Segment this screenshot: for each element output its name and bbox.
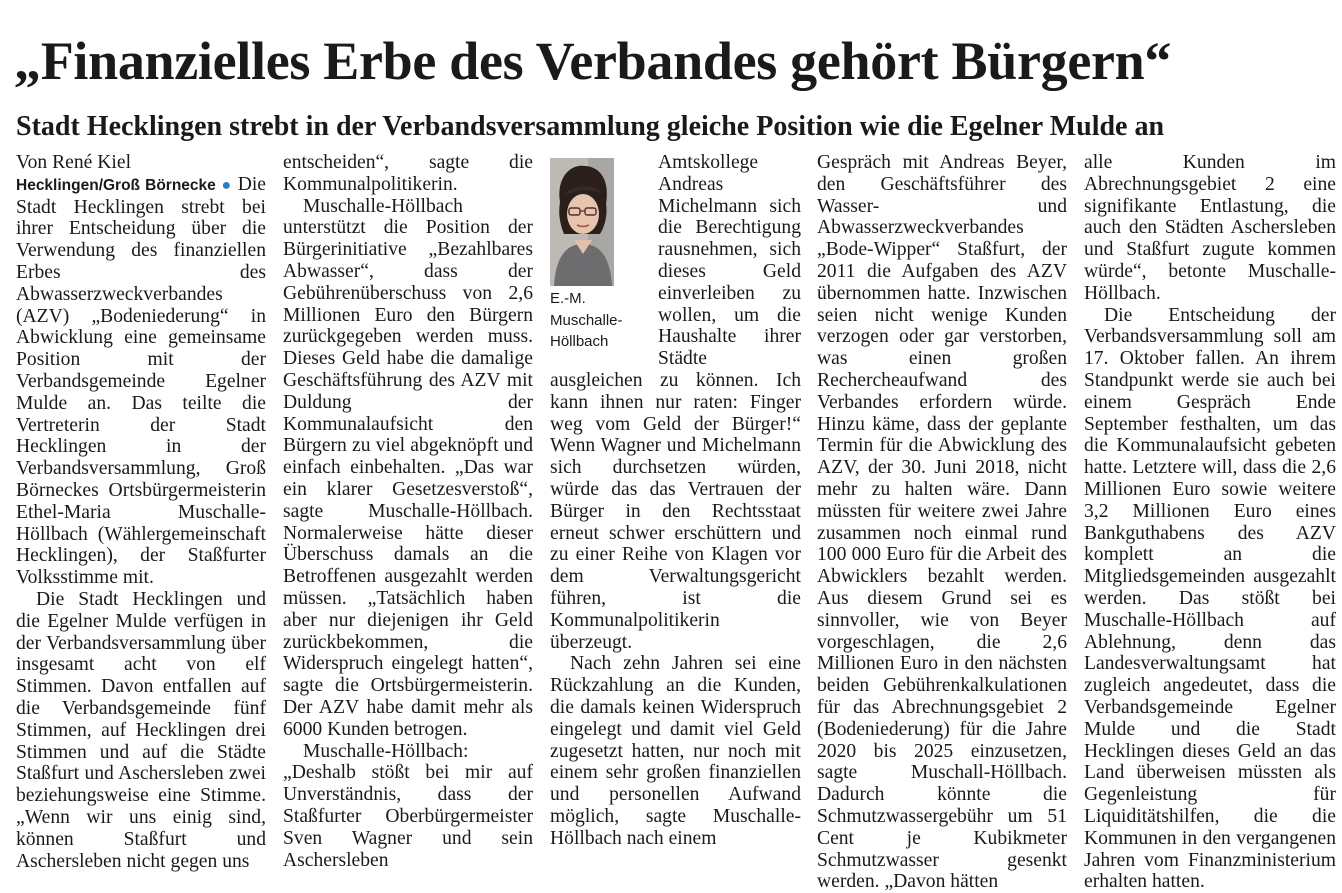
byline: Von René Kiel <box>16 152 132 173</box>
column-5-para-2: Die Entscheidung der Verbandsversammlung soll am 17. Oktober fallen. An ihrem Standpunkt werde sie auch bei einem Gespräch Ende September festhalten, um das die Kommunalaufsicht gebeten hatte. Letztere will, dass die 2,6 Millionen Euro sowie weitere 3,2 Millionen Euro eines Bankguthabens des AZV komplett an die Mitgliedsgemeinden ausgezahlt werden. Das stößt bei Muschalle-Höllbach auf Ablehnung, denn das Landesverwaltungsamt hat zugleich angedeutet, dass die Verbandsgemeinde Egelner Mulde und die Stadt Hecklingen dieses Geld an das Land überweisen müssten als Gegenleistung für Liquiditätshilfen, die die Kommunen in den vergangenen Jahren vom Finanzministerium erhalten hatten. <box>1084 304 1336 893</box>
text-column-5 <box>1084 152 1336 893</box>
lead-paragraph <box>16 174 266 589</box>
column-2-para-1: entscheiden“, sagte die Kommunalpolitikerin. <box>283 152 533 195</box>
column-1-para-1: Die Stadt Hecklingen strebt bei ihrer Entscheidung über die Verwendung des finanziellen Erbes des Abwasserzweckverbandes (AZV) „Bodeniederung“ in Abwicklung eine gemeinsame Position mit der Verbandsgemeinde Egelner Mulde an. Das teilte die Vertreterin der Stadt Hecklingen in der Verbandsversammlung, Groß Börneckes Ortsbürgermeisterin Ethel-Maria Muschalle-Höllbach (Wählergemeinschaft Hecklingen), der Staßfurter Volksstimme mit. <box>16 173 266 589</box>
text-column-2 <box>283 152 533 871</box>
article-headline: „Finanzielles Erbe des Verbandes gehört Bürgern“ <box>14 31 1172 91</box>
column-2-para-2: Muschalle-Höllbach unterstützt die Position der Bürgerinitiative „Bezahlbares Abwasser“, dass der Gebührenüberschuss von 2,6 Millionen Euro den Bürgern zurückgegeben werden muss. Dieses Geld habe die damalige Geschäftsführung des AZV mit Duldung der Kommunalaufsicht den Bürgern zu viel abgeknöpft und einfach einbehalten. „Das war ein klarer Gesetzesverstoß“, sagte Muschalle-Höllbach. Normalerweise hätte dieser Überschuss damals an die Betroffenen ausgezahlt werden müssen. „Tatsächlich haben aber nur diejenigen ihr Geld zurückbekommen, die Widerspruch eingelegt hatten“, sagte die Ortsbürgermeisterin. Der AZV habe damit mehr als 6000 Kunden betrogen. <box>283 195 533 740</box>
column-4-para-1: Gespräch mit Andreas Beyer, den Geschäftsführer des Wasser- und Abwasserzweckverbandes „Bode-Wipper“ Staßfurt, der 2011 die Aufgaben des AZV übernommen hatte. Inzwischen seien nicht wenige Kunden verzogen oder gar verstorben, was einen großen Rechercheaufwand des Verbandes erfordern würde. Hinzu käme, dass der geplante Termin für die Abwicklung des AZV, der 30. Juni 2018, nicht mehr zu halten wäre. Dann müssten für weitere zwei Jahre zusammen noch einmal rund 100 000 Euro für die Arbeit des Abwicklers bezahlt werden. Aus diesem Grund sei es sinnvoller, wie von Beyer vorgeschlagen, die 2,6 Millionen Euro in den nächsten beiden Gebührenkalkulationen für das Abrechnungsgebiet 2 (Bodeniederung) für die Jahre 2020 bis 2025 einzusetzen, sagte Muschall-Höllbach. Dadurch könnte die Schmutzwassergebühr um 51 Cent je Kubikmeter Schmutzwasser gesenkt werden. „Davon hätten <box>817 152 1067 893</box>
column-3-para-2: Nach zehn Jahren sei eine Rückzahlung an die Kunden, die damals keinen Widerspruch eingelegt und damit viel Geld zugesetzt hatten, nur noch mit einem sehr großen finanziellen und personellen Aufwand möglich, sagte Muschalle-Höllbach nach einem <box>550 653 801 849</box>
portrait-photo <box>550 158 614 286</box>
column-1-para-2: Die Stadt Hecklingen und die Egelner Mulde verfügen in der Verbandsversammlung über insgesamt acht von elf Stimmen. Davon entfallen auf die Verbandsgemeinde fünf Stimmen, auf Hecklingen drei Stimmen und auf die Städte Staßfurt und Aschersleben zwei beziehungsweise eine Stimme. „Wenn wir uns einig sind, können Staßfurt und Aschersleben nicht gegen uns <box>16 588 266 872</box>
dateline-dot-icon: ● <box>221 176 232 194</box>
portrait-figure <box>550 152 650 353</box>
column-3-para-1: Amtskollege Andreas Michelmann sich die Berechtigung rausnehmen, sich dieses Geld einverleiben zu wollen, um die Haushalte ihrer Städte ausgleichen zu können. Ich kann ihnen nur raten: Finger weg vom Geld der Bürger!“ Wenn Wagner und Michelmann sich durchsetzen würden, würde das das Vertrauen der Bürger in den Rechtsstaat erneut schwer erschüttern und zu einer Reihe von Klagen vor dem Verwaltungsgericht führen, ist die Kommunalpolitikerin überzeugt. <box>550 152 801 653</box>
portrait-image <box>550 158 614 286</box>
dateline: Hecklingen/Groß Börnecke <box>16 176 216 194</box>
column-5-para-1: alle Kunden im Abrechnungsgebiet 2 eine signifikante Entlastung, die auch den Städten Aschersleben und Staßfurt zugute kommen würde“, betonte Muschalle-Höllbach. <box>1084 152 1336 304</box>
text-column-1 <box>16 152 266 872</box>
text-column-4 <box>817 152 1067 893</box>
text-column-3 <box>550 152 801 849</box>
article-subheadline: Stadt Hecklingen strebt in der Verbandsversammlung gleiche Position wie die Egelner Mulde an <box>16 111 1165 142</box>
column-2-para-3: Muschalle-Höllbach: „Deshalb stößt bei mir auf Unverständnis, dass der Staßfurter Oberbürgermeister Sven Wagner und sein Aschersleben <box>283 740 533 871</box>
photo-caption: E.-M. Muschalle-Höllbach <box>550 290 623 350</box>
